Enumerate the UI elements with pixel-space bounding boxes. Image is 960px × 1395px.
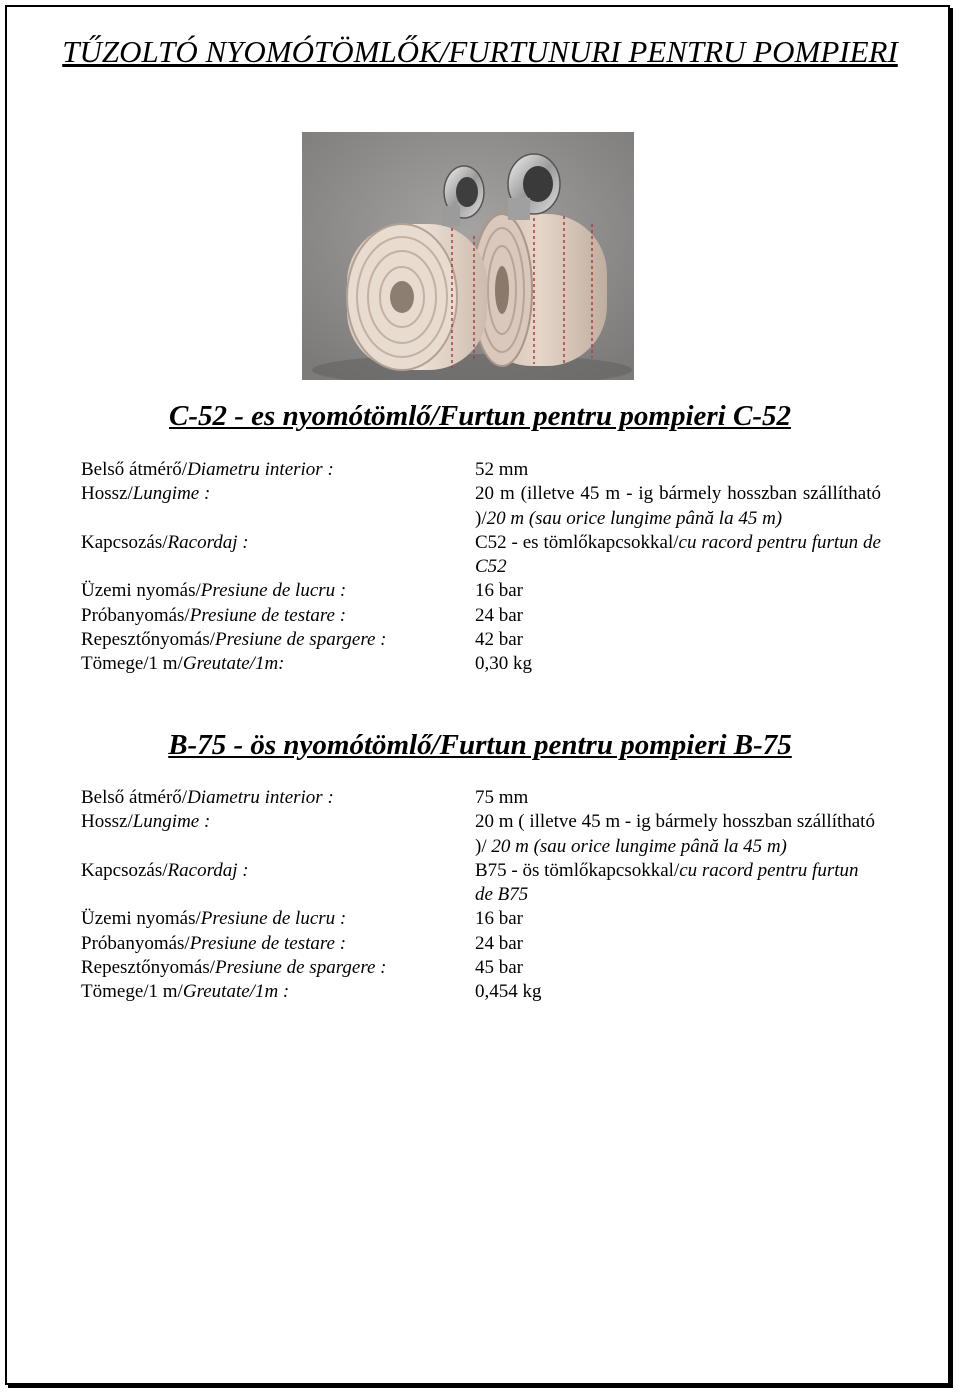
- spec-value: 24 bar: [475, 932, 524, 954]
- spec-row-length: [81, 810, 881, 859]
- spec-row-coupling: [81, 859, 881, 908]
- spec-value: 20 m ( illetve 45 m - ig bármely hosszban szállítható )/ 20 m (sau orice lungime până la 45 m): [475, 811, 875, 857]
- section-heading-b75: B-75 - ös nyomótömlő/Furtun pentru pompieri B-75: [168, 729, 792, 761]
- spec-label: Kapcsozás/Racordaj :: [81, 859, 249, 881]
- spec-label: Üzemi nyomás/Presiune de lucru :: [81, 580, 347, 602]
- spec-value: 75 mm: [475, 787, 529, 808]
- spec-label: Tömege/1 m/Greutate/1m :: [81, 981, 290, 1003]
- spec-table-c52: [81, 458, 881, 677]
- spec-value: C52 - es tömlőkapcsokkal/cu racord pentru furtun de C52: [475, 531, 881, 578]
- hose-roll-back: [472, 214, 607, 366]
- spec-label: Belső átmérő/Diametru interior :: [81, 459, 334, 480]
- spec-row-working-pressure: [81, 579, 881, 603]
- spec-label: Repesztőnyomás/Presiune de spargere :: [81, 629, 387, 651]
- spec-row-coupling: [81, 531, 881, 580]
- spec-label: Repesztőnyomás/Presiune de spargere :: [81, 957, 387, 979]
- spec-value: 20 m (illetve 45 m - ig bármely hosszban szállítható )/20 m (sau orice lungime până la 45 m): [475, 483, 881, 529]
- hose-roll-front: [347, 224, 487, 370]
- spec-label: Tömege/1 m/Greutate/1m:: [81, 653, 285, 675]
- spec-label: Próbanyomás/Presiune de testare :: [81, 604, 347, 626]
- spec-row-length: [81, 482, 881, 531]
- fire-hose-image: [302, 132, 634, 380]
- spec-value: 24 bar: [475, 604, 524, 626]
- fire-hose-photo: [302, 132, 634, 380]
- spec-label: Kapcsozás/Racordaj :: [81, 531, 249, 553]
- spec-label: Próbanyomás/Presiune de testare :: [81, 932, 347, 954]
- spec-row-test-pressure: [81, 932, 881, 956]
- spec-row-test-pressure: [81, 604, 881, 628]
- spec-label: Üzemi nyomás/Presiune de lucru :: [81, 908, 347, 930]
- spec-row-burst-pressure: [81, 956, 881, 980]
- spec-label: Hossz/Lungime :: [81, 483, 211, 505]
- spec-value: 0,454 kg: [475, 981, 542, 1003]
- document-title: TŰZOLTÓ NYOMÓTÖMLŐK/FURTUNURI PENTRU POMPIERI: [62, 34, 898, 69]
- spec-row-working-pressure: [81, 907, 881, 931]
- spec-row-diameter: [81, 786, 881, 810]
- spec-value: 52 mm: [475, 459, 529, 480]
- spec-value: 0,30 kg: [475, 653, 532, 675]
- spec-row-burst-pressure: [81, 628, 881, 652]
- spec-value: 42 bar: [475, 629, 524, 651]
- spec-value: B75 - ös tömlőkapcsokkal/cu racord pentru furtun de B75: [475, 859, 859, 906]
- section-heading-c52: C-52 - es nyomótömlő/Furtun pentru pompieri C-52: [169, 400, 791, 432]
- spec-value: 16 bar: [475, 908, 524, 930]
- spec-label: Hossz/Lungime :: [81, 811, 211, 833]
- spec-value: 16 bar: [475, 580, 524, 602]
- spec-label: Belső átmérő/Diametru interior :: [81, 787, 334, 808]
- spec-row-diameter: [81, 458, 881, 482]
- spec-table-b75: [81, 786, 881, 1005]
- spec-row-weight: [81, 980, 881, 1004]
- spec-row-weight: [81, 652, 881, 676]
- spec-value: 45 bar: [475, 957, 524, 979]
